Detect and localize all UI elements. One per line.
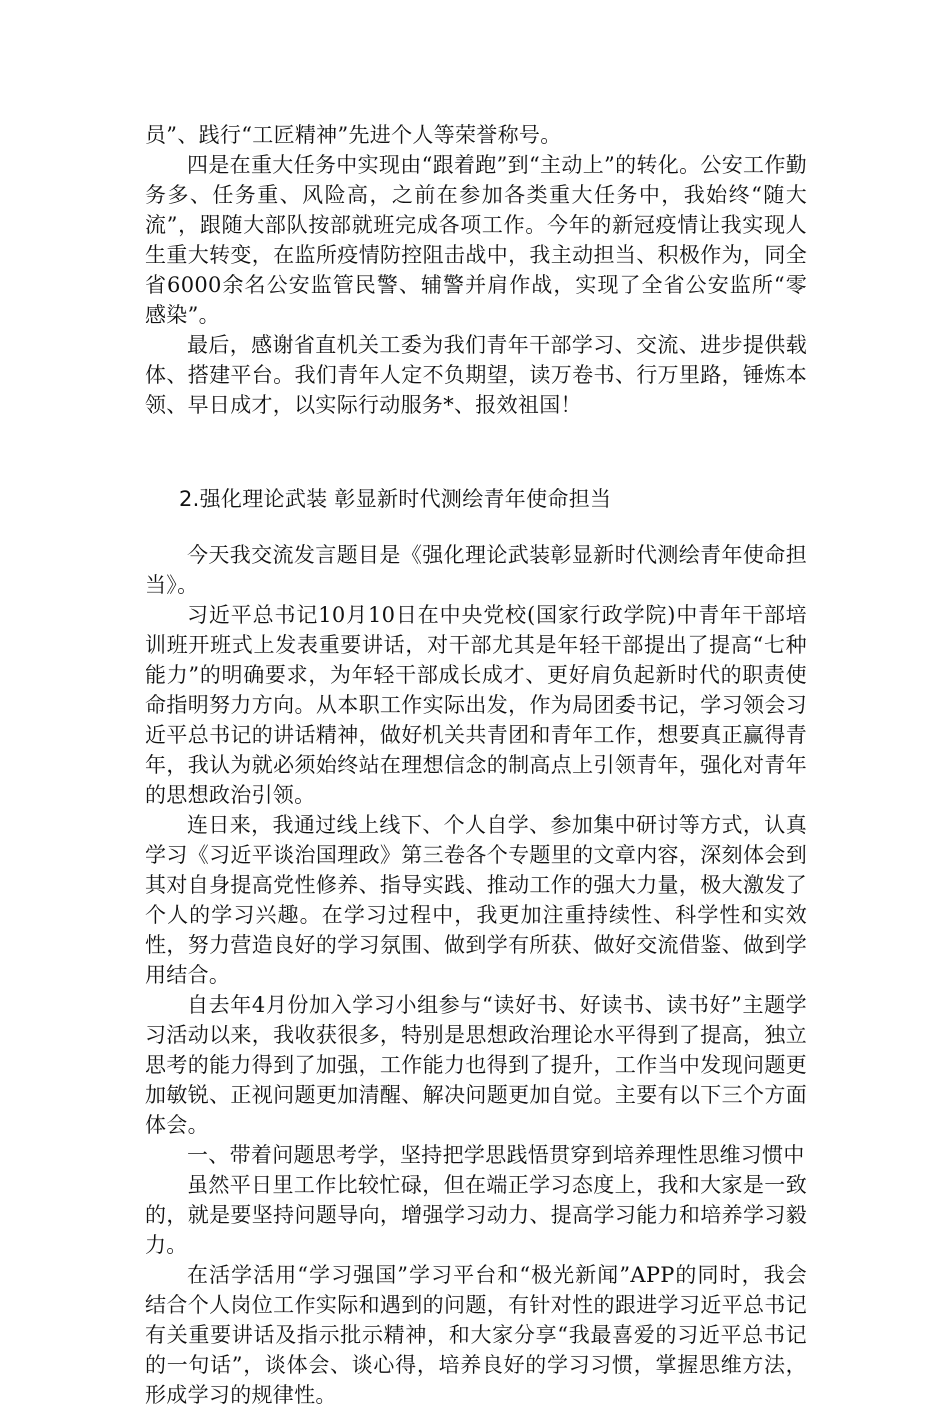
continuation-paragraph: 员”、践行“工匠精神”先进个人等荣誉称号。 xyxy=(145,123,562,147)
paragraph-study-methods: 连日来，我通过线上线下、个人自学、参加集中研讨等方式，认真学习《习近平谈治国理政》第三卷各个专题里的文章内容，深刻体会到其对自身提高党性修养、指导实践、推动工作的强大力量，极大激发了个人的学习兴趣。在学习过程中，我更加注重持续性、科学性和实效性，努力营造良好的学习氛围、做到学有所获、做好交流借鉴、做到学用结合。 xyxy=(145,813,807,987)
paragraph-attitude: 虽然平日里工作比较忙碌，但在端正学习态度上，我和大家是一致的，就是要坚持问题导向，增强学习动力、提高学习能力和培养学习毅力。 xyxy=(145,1173,807,1257)
paragraph-topic: 今天我交流发言题目是《强化理论武装彰显新时代测绘青年使命担当》。 xyxy=(145,543,807,597)
heading-spacer xyxy=(145,514,807,540)
paragraph-speech: 习近平总书记10月10日在中央党校(国家行政学院)中青年干部培训班开班式上发表重要讲话，对干部尤其是年轻干部提出了提高“七种能力”的明确要求，为年轻干部成长成才、更好肩负起新时代的职责使命指明努力方向。从本职工作实际出发，作为局团委书记，学习领会习近平总书记的讲话精神，做好机关共青团和青年工作，想要真正赢得青年，我认为就必须始终站在理想信念的制高点上引领青年，强化对青年的思想政治引领。 xyxy=(145,603,807,807)
paragraph-fourth-point: 四是在重大任务中实现由“跟着跑”到“主动上”的转化。公安工作勤务多、任务重、风险高，之前在参加各类重大任务中，我始终“随大流”，跟随大部队按部就班完成各项工作。今年的新冠疫情让我实现人生重大转变，在监所疫情防控阻击战中，我主动担当、积极作为，同全省6000余名公安监管民警、辅警并肩作战，实现了全省公安监所“零感染”。 xyxy=(145,153,807,327)
document-body xyxy=(145,120,807,1410)
subheading-point-one: 一、带着问题思考学，坚持把学思践悟贯穿到培养理性思维习惯中 xyxy=(187,1143,805,1167)
paragraph-platforms: 在活学活用“学习强国”学习平台和“极光新闻”APP的同时，我会结合个人岗位工作实际和遇到的问题，有针对性的跟进学习近平总书记有关重要讲话及指示批示精神，和大家分享“我最喜爱的习近平总书记的一句话”，谈体会、谈心得，培养良好的学习习惯，掌握思维方法，形成学习的规律性。 xyxy=(145,1263,807,1407)
section-spacer xyxy=(145,420,807,484)
paragraph-study-group: 自去年4月份加入学习小组参与“读好书、好读书、读书好”主题学习活动以来，我收获很多，特别是思想政治理论水平得到了提高，独立思考的能力得到了加强，工作能力也得到了提升，工作当中发现问题更加敏锐、正视问题更加清醒、解决问题更加自觉。主要有以下三个方面体会。 xyxy=(145,993,807,1137)
section-heading: 2.强化理论武装 彰显新时代测绘青年使命担当 xyxy=(179,487,612,511)
paragraph-closing: 最后，感谢省直机关工委为我们青年干部学习、交流、进步提供载体、搭建平台。我们青年人定不负期望，读万卷书、行万里路，锤炼本领、早日成才，以实际行动服务*、报效祖国！ xyxy=(145,333,807,417)
